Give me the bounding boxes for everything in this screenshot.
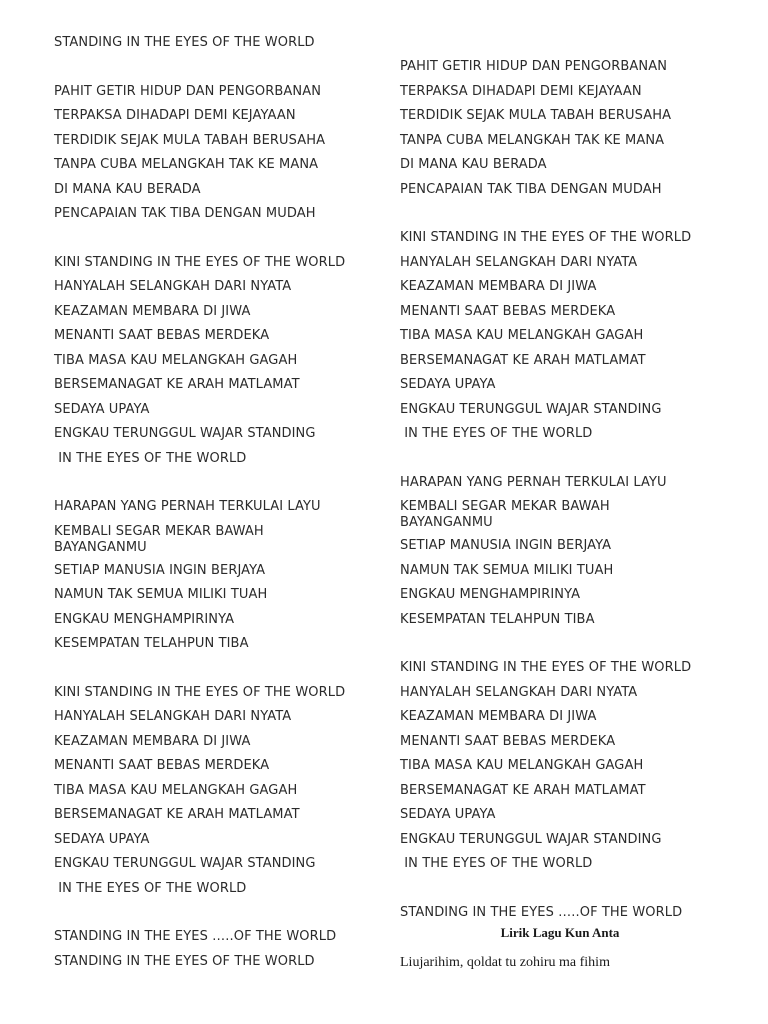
lyric-line: STANDING IN THE EYES OF THE WORLD: [54, 953, 315, 969]
chorus-1: [54, 255, 389, 467]
lyric-line: TERDIDIK SEJAK MULA TABAH BERUSAHA: [400, 108, 672, 123]
lyric-line: KESEMPATAN TELAHPUN TIBA: [400, 611, 595, 627]
lyric-line: HANYALAH SELANGKAH DARI NYATA: [54, 709, 292, 724]
lyric-line: KEAZAMAN MEMBARA DI JIWA: [54, 303, 251, 319]
lyric-line: NAMUN TAK SEMUA MILIKI TUAH: [400, 562, 614, 578]
stanza-gap: [400, 206, 735, 230]
lyric-line: TANPA CUBA MELANGKAH TAK KE MANA: [400, 132, 665, 148]
verse-2: [400, 475, 735, 628]
lyric-line: BERSEMANAGAT KE ARAH MATLAMAT: [54, 807, 300, 822]
stanza-gap: [54, 60, 389, 84]
lyric-line: STANDING IN THE EYES …..OF THE WORLD: [54, 929, 337, 944]
chorus-2: [400, 660, 735, 872]
lyric-line: BERSEMANAGAT KE ARAH MATLAMAT: [400, 782, 646, 798]
lyric-line: MENANTI SAAT BEBAS MERDEKA: [54, 758, 270, 773]
lyric-line: TERPAKSA DIHADAPI DEMI KEJAYAAN: [54, 108, 296, 123]
lyric-line: KEAZAMAN MEMBARA DI JIWA: [400, 279, 597, 294]
lyric-line: SETIAP MANUSIA INGIN BERJAYA: [400, 538, 612, 553]
lyric-line: MENANTI SAAT BEBAS MERDEKA: [400, 733, 616, 749]
lyric-line: NAMUN TAK SEMUA MILIKI TUAH: [54, 587, 268, 602]
next-song-first-line: Liujarihim, qoldat tu zohiru ma fihim: [400, 954, 610, 970]
lyric-line: BERSEMANAGAT KE ARAH MATLAMAT: [400, 352, 646, 368]
lyric-line: HANYALAH SELANGKAH DARI NYATA: [400, 684, 638, 700]
stanza-gap: [400, 636, 735, 660]
lyric-line: ENGKAU MENGHAMPIRINYA: [400, 587, 581, 602]
lyric-line: PENCAPAIAN TAK TIBA DENGAN MUDAH: [400, 181, 662, 197]
lyric-line: ENGKAU TERUNGGUL WAJAR STANDING: [400, 831, 662, 847]
chorus-2: [54, 685, 389, 897]
lyric-line: IN THE EYES OF THE WORLD: [400, 856, 593, 871]
lyric-line: BERSEMANAGAT KE ARAH MATLAMAT: [54, 377, 300, 392]
lyric-line: ENGKAU TERUNGGUL WAJAR STANDING: [400, 401, 662, 417]
stanza-gap: [54, 661, 389, 685]
verse-2: [54, 499, 389, 652]
lyric-line: HANYALAH SELANGKAH DARI NYATA: [400, 254, 638, 270]
lyric-line: KINI STANDING IN THE EYES OF THE WORLD: [400, 230, 692, 245]
lyric-line: TIBA MASA KAU MELANGKAH GAGAH: [54, 352, 298, 368]
lyric-line: HANYALAH SELANGKAH DARI NYATA: [54, 279, 292, 294]
lyric-line: ENGKAU MENGHAMPIRINYA: [54, 611, 235, 627]
outro: [54, 929, 389, 970]
lyric-line: KESEMPATAN TELAHPUN TIBA: [54, 636, 249, 651]
lyric-line: TERDIDIK SEJAK MULA TABAH BERUSAHA: [54, 132, 326, 148]
lyric-line: TANPA CUBA MELANGKAH TAK KE MANA: [54, 157, 319, 172]
lyric-line: SEDAYA UPAYA: [400, 377, 496, 392]
lyric-line: HARAPAN YANG PERNAH TERKULAI LAYU: [400, 474, 667, 490]
lyric-line: SEDAYA UPAYA: [400, 807, 496, 822]
lyric-line: IN THE EYES OF THE WORLD: [400, 426, 593, 441]
stanza-gap: [54, 475, 389, 499]
lyric-line: KEAZAMAN MEMBARA DI JIWA: [400, 709, 597, 724]
lyric-line: KEMBALI SEGAR MEKAR BAWAH BAYANGANMU: [400, 499, 610, 530]
lyric-line: KEAZAMAN MEMBARA DI JIWA: [54, 733, 251, 749]
lyric-line: SETIAP MANUSIA INGIN BERJAYA: [54, 562, 266, 578]
next-song-title: Lirik Lagu Kun Anta: [500, 924, 620, 940]
verse-1: [54, 84, 389, 223]
lyric-line: DI MANA KAU BERADA: [54, 181, 201, 197]
lyric-line: TERPAKSA DIHADAPI DEMI KEJAYAAN: [400, 83, 642, 99]
left-column: [54, 35, 389, 978]
stanza-gap: [400, 451, 735, 475]
lyric-line: PAHIT GETIR HIDUP DAN PENGORBANAN: [54, 83, 322, 99]
lyric-line: TIBA MASA KAU MELANGKAH GAGAH: [400, 328, 644, 343]
lyric-line: MENANTI SAAT BEBAS MERDEKA: [400, 303, 616, 319]
verse-1: [400, 59, 735, 198]
lyric-line: ENGKAU TERUNGGUL WAJAR STANDING: [54, 856, 316, 871]
lyric-line: SEDAYA UPAYA: [54, 401, 150, 417]
lyric-line: ENGKAU TERUNGGUL WAJAR STANDING: [54, 426, 316, 441]
song-title: STANDING IN THE EYES OF THE WORLD: [54, 35, 315, 50]
stanza-gap: [54, 231, 389, 255]
lyric-line: DI MANA KAU BERADA: [400, 157, 547, 172]
stanza-gap: [400, 881, 735, 905]
lyric-line: KINI STANDING IN THE EYES OF THE WORLD: [54, 684, 346, 700]
lyric-line: IN THE EYES OF THE WORLD: [54, 450, 247, 466]
lyric-line: TIBA MASA KAU MELANGKAH GAGAH: [54, 782, 298, 798]
outro-line: STANDING IN THE EYES …..OF THE WORLD: [400, 904, 683, 920]
lyric-line: MENANTI SAAT BEBAS MERDEKA: [54, 328, 270, 343]
stanza-gap: [54, 905, 389, 929]
lyric-line: SEDAYA UPAYA: [54, 831, 150, 847]
lyric-line: PENCAPAIAN TAK TIBA DENGAN MUDAH: [54, 206, 316, 221]
right-column: [400, 59, 735, 971]
lyric-line: IN THE EYES OF THE WORLD: [54, 880, 247, 896]
lyric-line: KINI STANDING IN THE EYES OF THE WORLD: [400, 660, 692, 675]
lyric-line: TIBA MASA KAU MELANGKAH GAGAH: [400, 758, 644, 773]
lyric-line: PAHIT GETIR HIDUP DAN PENGORBANAN: [400, 59, 668, 74]
lyric-line: KEMBALI SEGAR MEKAR BAWAH BAYANGANMU: [54, 523, 264, 555]
lyric-line: HARAPAN YANG PERNAH TERKULAI LAYU: [54, 499, 321, 514]
chorus-1: [400, 230, 735, 442]
lyric-line: KINI STANDING IN THE EYES OF THE WORLD: [54, 254, 346, 270]
